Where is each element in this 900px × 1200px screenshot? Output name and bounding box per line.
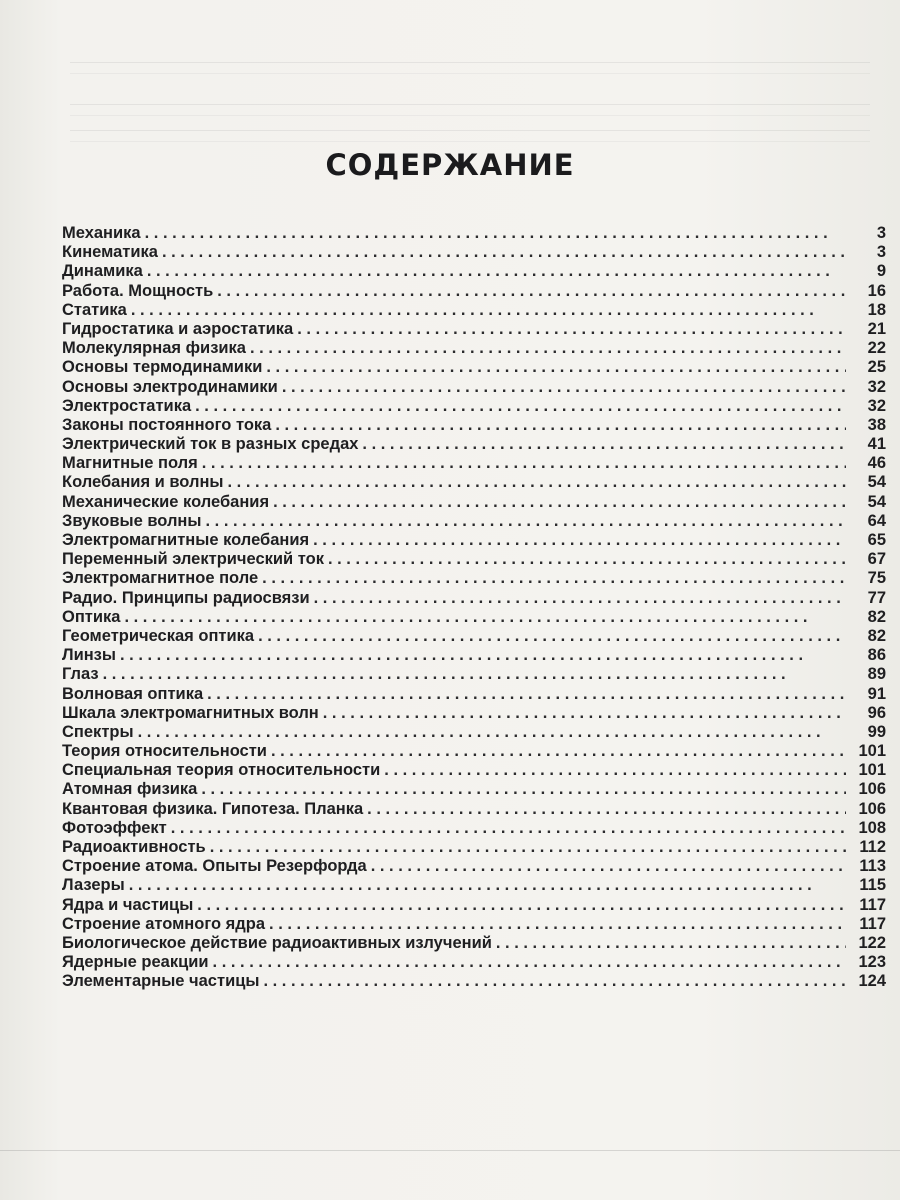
toc-entry-page-number: 21 xyxy=(867,319,886,338)
toc-entry-title: Гидростатика и аэростатика xyxy=(62,319,294,338)
toc-entry[interactable] xyxy=(62,876,886,895)
dot-leader xyxy=(371,857,846,876)
toc-entry-page-number: 117 xyxy=(859,914,886,933)
toc-entry-title: Лазеры xyxy=(62,876,125,895)
dot-leader xyxy=(314,589,846,608)
toc-entry-title: Биологическое действие радиоактивных излучений xyxy=(62,933,492,952)
toc-entry-title: Глаз xyxy=(62,665,99,684)
toc-entry-title: Линзы xyxy=(62,646,116,665)
toc-entry-title: Электромагнитные колебания xyxy=(62,531,310,549)
toc-entry-title: Оптика xyxy=(62,607,121,626)
dot-leader xyxy=(202,454,846,473)
toc-entry-title: Элементарные частицы xyxy=(62,972,260,991)
dot-leader xyxy=(367,800,846,819)
toc-entry-title: Электромагнитное поле xyxy=(62,569,259,588)
toc-entry-title: Законы постоянного тока xyxy=(62,415,272,434)
toc-entry-page-number: 101 xyxy=(858,742,886,761)
dot-leader xyxy=(269,915,846,934)
toc-entry[interactable] xyxy=(62,685,886,704)
toc-entry-page-number: 54 xyxy=(867,492,886,511)
toc-entry-page-number: 113 xyxy=(859,857,886,876)
toc-entry-title: Ядерные реакции xyxy=(62,953,209,972)
toc-entry[interactable] xyxy=(62,416,886,435)
dot-leader xyxy=(328,550,846,569)
toc-entry[interactable] xyxy=(62,320,886,339)
toc-entry-title: Квантовая физика. Гипотеза. Планка xyxy=(62,799,364,818)
toc-entry-page-number: 124 xyxy=(858,972,886,991)
toc-entry[interactable] xyxy=(62,857,886,876)
dot-leader xyxy=(138,723,846,742)
toc-entry-title: Статика xyxy=(62,300,127,319)
toc-entry-title: Строение атома. Опыты Резерфорда xyxy=(62,857,367,876)
toc-entry[interactable] xyxy=(62,358,886,377)
dot-leader xyxy=(197,896,846,915)
toc-entry-title: Фотоэффект xyxy=(62,818,167,837)
toc-entry[interactable] xyxy=(62,454,886,473)
toc-entry[interactable] xyxy=(62,569,886,588)
dot-leader xyxy=(323,704,846,723)
toc-entry-title: Работа. Мощность xyxy=(62,281,214,300)
toc-entry[interactable] xyxy=(62,723,886,742)
toc-entry[interactable] xyxy=(62,512,886,531)
toc-entry[interactable] xyxy=(62,800,886,819)
toc-entry[interactable] xyxy=(62,972,886,991)
toc-entry-page-number: 67 xyxy=(867,550,886,569)
toc-entry-page-number: 3 xyxy=(876,243,886,262)
toc-entry-title: Строение атомного ядра xyxy=(62,914,266,933)
toc-entry-title: Молекулярная физика xyxy=(62,339,246,358)
toc-entry-page-number: 41 xyxy=(867,435,886,454)
toc-entry-title: Электростатика xyxy=(62,396,192,415)
toc-entry[interactable] xyxy=(62,435,886,454)
toc-entry-page-number: 54 xyxy=(867,473,886,492)
bleed-through-line xyxy=(70,62,870,74)
toc-entry-page-number: 91 xyxy=(867,684,886,703)
dot-leader xyxy=(228,473,846,492)
toc-entry-page-number: 46 xyxy=(867,454,886,473)
dot-leader xyxy=(362,435,846,454)
toc-entry-title: Теория относительности xyxy=(62,742,267,761)
dot-leader xyxy=(171,819,846,838)
toc-entry-page-number: 122 xyxy=(858,933,886,952)
toc-entry[interactable] xyxy=(62,953,886,972)
dot-leader xyxy=(120,646,846,665)
dot-leader xyxy=(271,742,846,761)
toc-entry-title: Шкала электромагнитных волн xyxy=(62,703,319,722)
toc-entry-page-number: 38 xyxy=(867,415,886,434)
toc-entry-page-number: 75 xyxy=(867,569,886,588)
toc-entry[interactable] xyxy=(62,589,886,608)
toc-entry[interactable] xyxy=(62,838,886,857)
toc-entry-title: Волновая оптика xyxy=(62,684,204,703)
dot-leader xyxy=(145,224,846,243)
dot-leader xyxy=(273,493,846,512)
toc-entry[interactable] xyxy=(62,742,886,761)
bleed-through-line xyxy=(70,104,870,116)
toc-entry-page-number: 82 xyxy=(867,626,886,645)
toc-entry-page-number: 16 xyxy=(867,281,886,300)
toc-entry-title: Звуковые волны xyxy=(62,511,202,530)
toc-entry[interactable] xyxy=(62,339,886,358)
toc-entry[interactable] xyxy=(62,665,886,684)
toc-entry-title: Атомная физика xyxy=(62,780,198,799)
dot-leader xyxy=(147,262,846,281)
toc-entry-page-number: 82 xyxy=(867,607,886,626)
dot-leader xyxy=(201,780,846,799)
toc-entry-page-number: 115 xyxy=(859,876,886,895)
toc-entry-page-number: 106 xyxy=(858,780,886,799)
page-edge xyxy=(0,1150,900,1151)
toc-entry[interactable] xyxy=(62,262,886,281)
toc-entry-page-number: 3 xyxy=(876,224,886,242)
toc-entry-title: Радио. Принципы радиосвязи xyxy=(62,588,310,607)
toc-entry-page-number: 96 xyxy=(867,703,886,722)
bleed-through-line xyxy=(70,130,870,142)
toc-entry[interactable] xyxy=(62,915,886,934)
toc-entry-page-number: 99 xyxy=(867,722,886,741)
toc-entry[interactable] xyxy=(62,243,886,262)
toc-entry[interactable] xyxy=(62,301,886,320)
table-of-contents xyxy=(62,224,886,992)
dot-leader xyxy=(263,972,846,991)
toc-entry-page-number: 108 xyxy=(858,818,886,837)
dot-leader xyxy=(195,397,846,416)
dot-leader xyxy=(207,685,846,704)
toc-entry-title: Геометрическая оптика xyxy=(62,626,255,645)
dot-leader xyxy=(262,569,846,588)
toc-entry-page-number: 86 xyxy=(867,646,886,665)
toc-entry-title: Механические колебания xyxy=(62,492,270,511)
toc-entry-title: Переменный электрический ток xyxy=(62,550,324,569)
dot-leader xyxy=(297,320,846,339)
toc-entry[interactable] xyxy=(62,896,886,915)
dot-leader xyxy=(250,339,846,358)
toc-entry-title: Электрический ток в разных средах xyxy=(62,435,359,454)
dot-leader xyxy=(103,665,846,684)
toc-entry-page-number: 22 xyxy=(867,339,886,358)
dot-leader xyxy=(258,627,846,646)
toc-entry[interactable] xyxy=(62,224,886,243)
toc-entry-page-number: 89 xyxy=(867,665,886,684)
toc-entry[interactable] xyxy=(62,934,886,953)
toc-entry-page-number: 64 xyxy=(867,511,886,530)
toc-entry[interactable] xyxy=(62,819,886,838)
toc-entry[interactable] xyxy=(62,608,886,627)
dot-leader xyxy=(210,838,846,857)
toc-entry-title: Спектры xyxy=(62,722,134,741)
dot-leader xyxy=(213,953,846,972)
toc-entry[interactable] xyxy=(62,550,886,569)
toc-entry-page-number: 123 xyxy=(858,953,886,972)
toc-entry-page-number: 106 xyxy=(858,799,886,818)
toc-entry-page-number: 77 xyxy=(867,588,886,607)
toc-entry[interactable] xyxy=(62,704,886,723)
toc-entry[interactable] xyxy=(62,627,886,646)
toc-entry-page-number: 101 xyxy=(858,761,886,780)
toc-entry[interactable] xyxy=(62,531,886,550)
dot-leader xyxy=(266,358,846,377)
toc-entry-title: Механика xyxy=(62,224,141,242)
toc-entry-page-number: 117 xyxy=(859,895,886,914)
dot-leader xyxy=(124,608,846,627)
toc-entry-title: Колебания и волны xyxy=(62,473,224,492)
dot-leader xyxy=(131,301,846,320)
toc-entry[interactable] xyxy=(62,780,886,799)
toc-entry-title: Основы электродинамики xyxy=(62,377,278,396)
toc-entry-page-number: 25 xyxy=(867,358,886,377)
toc-entry[interactable] xyxy=(62,473,886,492)
toc-entry-title: Кинематика xyxy=(62,243,158,262)
toc-entry-page-number: 18 xyxy=(867,300,886,319)
dot-leader xyxy=(129,876,846,895)
dot-leader xyxy=(313,531,846,550)
dot-leader xyxy=(217,282,846,301)
toc-entry[interactable] xyxy=(62,378,886,397)
dot-leader xyxy=(162,243,846,262)
toc-entry-title: Магнитные поля xyxy=(62,454,198,473)
toc-entry-title: Основы термодинамики xyxy=(62,358,263,377)
toc-entry-title: Динамика xyxy=(62,262,143,281)
toc-entry-title: Ядра и частицы xyxy=(62,895,194,914)
toc-entry[interactable] xyxy=(62,397,886,416)
toc-entry-page-number: 112 xyxy=(859,838,886,856)
dot-leader xyxy=(496,934,846,953)
toc-entry-page-number: 32 xyxy=(867,396,886,415)
toc-entry-page-number: 65 xyxy=(867,531,886,549)
dot-leader xyxy=(384,761,846,780)
dot-leader xyxy=(275,416,846,435)
toc-entry[interactable] xyxy=(62,646,886,665)
toc-entry[interactable] xyxy=(62,282,886,301)
page-title: СОДЕРЖАНИЕ xyxy=(325,148,575,182)
toc-entry-page-number: 9 xyxy=(876,262,886,281)
dot-leader xyxy=(282,378,846,397)
toc-entry-page-number: 32 xyxy=(867,377,886,396)
toc-entry-title: Специальная теория относительности xyxy=(62,761,381,780)
toc-entry[interactable] xyxy=(62,761,886,780)
toc-entry-title: Радиоактивность xyxy=(62,838,206,856)
toc-entry[interactable] xyxy=(62,493,886,512)
dot-leader xyxy=(206,512,847,531)
